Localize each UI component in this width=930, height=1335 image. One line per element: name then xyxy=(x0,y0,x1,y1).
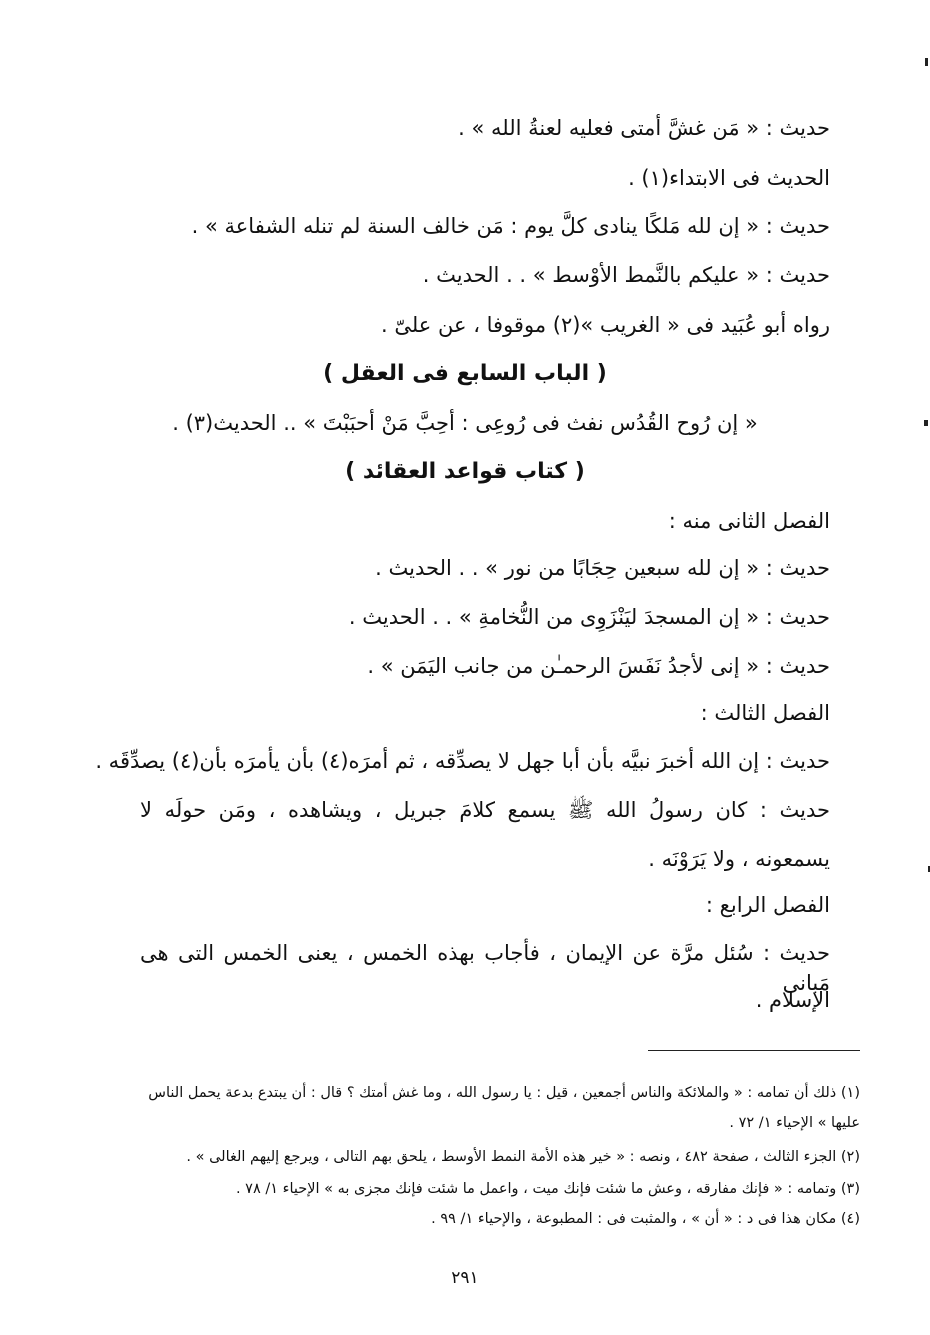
hadith-line-12: حديث : إن الله أخبرَ نبيَّه بأن أبا جهل لا يصدِّقه ، ثم أمرَه(٤) بأن يأمرَه بأن(٤) يصدِّقَه . xyxy=(95,749,830,773)
scan-mark xyxy=(925,58,928,66)
chapter-label-fourth: الفصل الرابع : xyxy=(705,893,830,917)
scan-mark xyxy=(924,420,928,426)
hadith-line-8: حديث : « إن لله سبعين حِجَابًا من نور » . . الحديث . xyxy=(375,556,830,580)
hadith-line-9: حديث : « إن المسجدَ ليَنْزَوِى من النُّخامةِ » . . الحديث . xyxy=(348,605,830,629)
hadith-line-4: حديث : « عليكم بالنَّمط الأوْسط » . . الحديث . xyxy=(422,263,830,287)
text-line-17: الإسلام . xyxy=(755,988,830,1012)
text-line-5: رواه أبو عُبَيد فى « الغريب »(٢) موقوفا ، عن علىّ . xyxy=(380,313,830,337)
chapter-label-third: الفصل الثالث : xyxy=(700,701,830,725)
hadith-line-10: حديث : « إنى لأجدُ نَفَسَ الرحمـٰن من جانب اليَمَن » . xyxy=(367,654,830,678)
footnote-4: (٤) مكان هذا فى د : « أن » ، والمثبت فى : المطبوعة ، والإحياء ١/ ٩٩ . xyxy=(431,1211,860,1227)
chapter-label-second: الفصل الثانى منه : xyxy=(668,509,830,533)
hadith-line-13: حديث : كان رسولُ الله ﷺ يسمع كلامَ جبريل ، ويشاهده ، ومَن حولَه لا xyxy=(140,798,830,822)
footnote-1-continued: عليها » الإحياء ١/ ٧٢ . xyxy=(729,1115,860,1131)
footnote-3: (٣) وتمامه : « فإنك مفارقه ، وعش ما شئت فإنك ميت ، واعمل ما شئت فإنك مجزى به » الإحياء ١/ ٧٨ . xyxy=(235,1181,860,1197)
page-number: ٢٩١ xyxy=(451,1268,479,1288)
footnote-1: (١) ذلك أن تمامه : « والملائكة والناس أجمعين ، قيل : يا رسول الله ، وما غش أمتك ؟ قال : أن يبتدع بدعة يحمل الناس xyxy=(148,1085,860,1101)
text-line-2: الحديث فى الابتداء(١) . xyxy=(628,166,830,190)
footnote-2: (٢) الجزء الثالث ، صفحة ٤٨٢ ، ونصه : « خير هذه الأمة النمط الأوسط ، يلحق بهم التالى ، ويرجع إليهم الغالى » . xyxy=(186,1149,860,1165)
text-line-14: يسمعونه ، ولا يَرَوْنَه . xyxy=(648,847,830,871)
hadith-line-1: حديث : « مَن غشَّ أمتى فعليه لعنةُ الله » . xyxy=(458,116,830,140)
section-heading-creeds: ( كتاب قواعد العقائد ) xyxy=(345,459,585,484)
section-heading-reason: ( الباب السابع فى العقل ) xyxy=(323,361,607,386)
hadith-line-3: حديث : « إن لله مَلكًا ينادى كلَّ يوم : مَن خالف السنة لم تنله الشفاعة » . xyxy=(191,214,830,238)
footnote-separator xyxy=(648,1050,860,1051)
hadith-line-6: « إن رُوح القُدُس نفث فى رُوعِى : أحِبَّ مَنْ أحبَبْتَ » .. الحديث(٣) . xyxy=(172,411,758,435)
hadith-line-16: حديث : سُئل مرَّة عن الإيمان ، فأجاب بهذه الخمس ، يعنى الخمس التى هى مَبانى xyxy=(140,941,830,995)
